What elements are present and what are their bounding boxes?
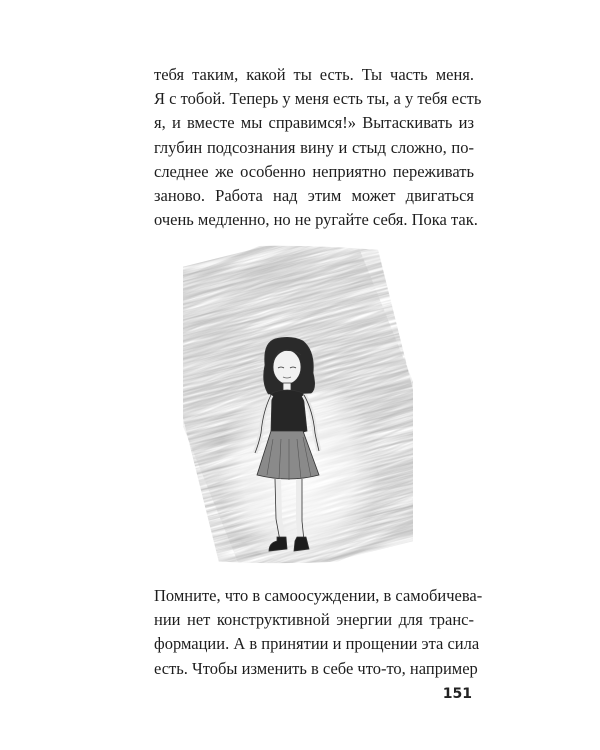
- text-line: следнее же особенно неприятно переживать: [154, 161, 474, 181]
- text-line: есть. Чтобы изменить в себе что-то, например: [154, 658, 478, 678]
- text-line: нии нет конструктивной энергии для транс-: [154, 610, 474, 630]
- text-line: тебя таким, какой ты есть. Ты часть меня.: [154, 65, 474, 84]
- top-paragraph: [154, 63, 482, 232]
- text-line: формации. А в принятии и прощении эта сила: [154, 634, 480, 654]
- text-line: заново. Работа над этим может двигаться: [154, 185, 474, 205]
- bottom-paragraph: [154, 584, 483, 681]
- text-line: я, и вместе мы справимся!» Вытаскивать из: [154, 113, 474, 133]
- illustration-svg: [183, 243, 413, 565]
- girl-illustration: [183, 243, 413, 565]
- text-line: Я с тобой. Теперь у меня есть ты, а у тебя есть: [154, 89, 482, 109]
- text-line: очень медленно, но не ругайте себя. Пока так.: [154, 210, 478, 230]
- text-line: Помните, что в самоосуждении, в самобичева-: [154, 586, 483, 605]
- text-line: глубин подсознания вину и стыд сложно, по-: [154, 137, 474, 157]
- page-number: 151: [442, 686, 472, 702]
